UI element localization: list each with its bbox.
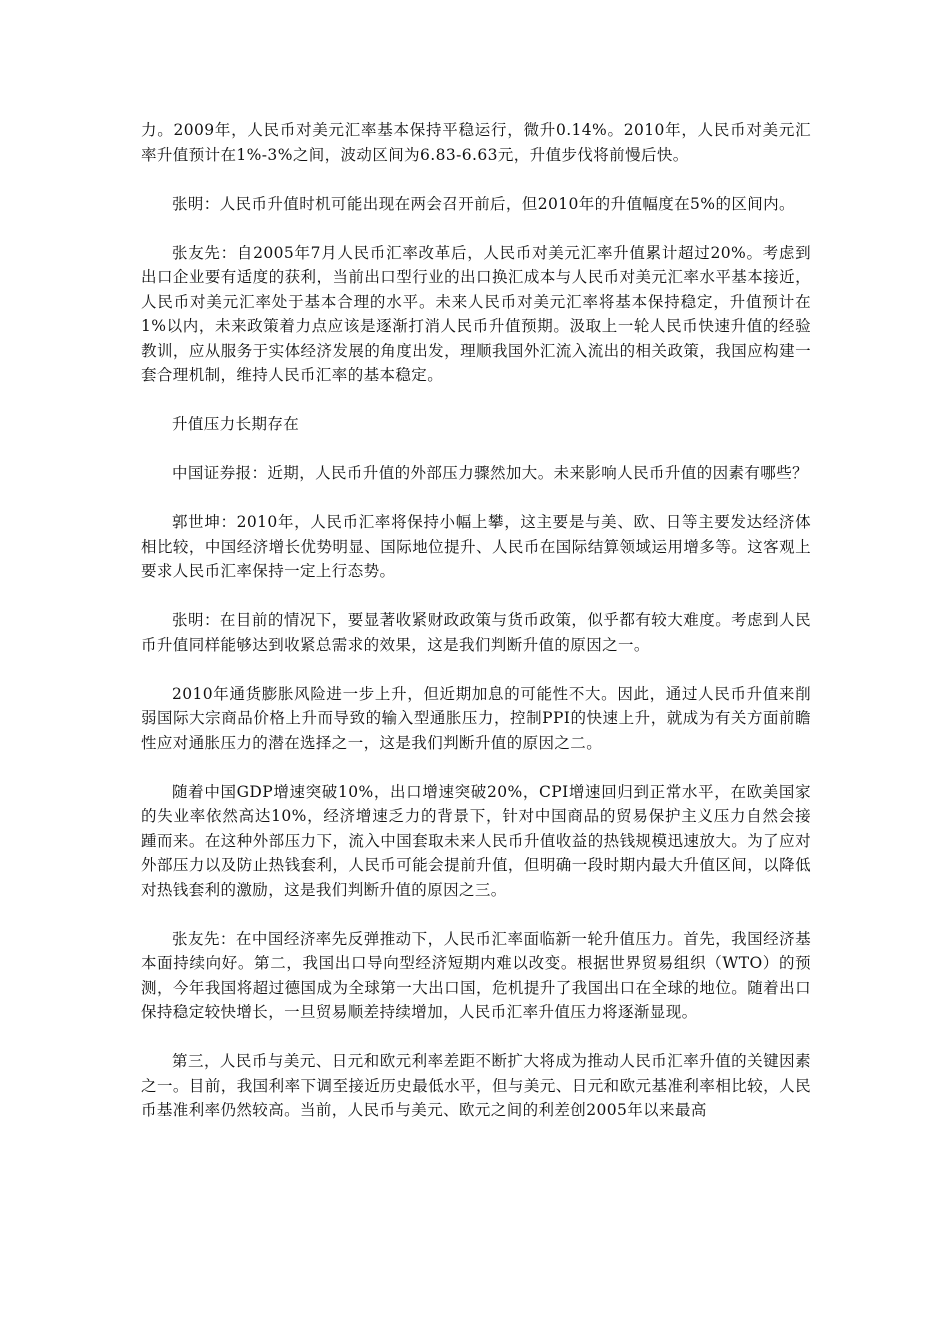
paragraph-6: 郭世坤：2010年，人民币汇率将保持小幅上攀，这主要是与美、欧、日等主要发达经济体相比较，中国经济增长优势明显、国际地位提升、人民币在国际结算领域运用增多等。这客观上要求人民币汇率保持一定上行态势。 xyxy=(141,513,811,580)
paragraph-7: 张明：在目前的情况下，要显著收紧财政政策与货币政策，似乎都有较大难度。考虑到人民币升值同样能够达到收紧总需求的效果，这是我们判断升值的原因之一。 xyxy=(141,611,811,654)
paragraph-question: 中国证券报：近期，人民币升值的外部压力骤然加大。未来影响人民币升值的因素有哪些？ xyxy=(172,464,809,482)
paragraph-1: 力。2009年，人民币对美元汇率基本保持平稳运行，微升0.14%。2010年，人民币对美元汇率升值预计在1%-3%之间，波动区间为6.83-6.63元，升值步伐将前慢后快。 xyxy=(141,121,811,164)
section-heading: 升值压力长期存在 xyxy=(172,415,300,433)
paragraph-9: 随着中国GDP增速突破10%，出口增速突破20%，CPI增速回归到正常水平，在欧美国家的失业率依然高达10%，经济增速乏力的背景下，针对中国商品的贸易保护主义压力自然会接踵而来。在这种外部压力下，流入中国套取未来人民币升值收益的热钱规模迅速放大。为了应对外部压力以及防止热钱套利，人民币可能会提前升值，但明确一段时期内最大升值区间，以降低对热钱套利的激励，这是我们判断升值的原因之三。 xyxy=(141,782,811,899)
paragraph-8: 2010年通货膨胀风险进一步上升，但近期加息的可能性不大。因此，通过人民币升值来削弱国际大宗商品价格上升而导致的输入型通胀压力，控制PPI的快速上升，就成为有关方面前瞻性应对通胀压力的潜在选择之一，这是我们判断升值的原因之二。 xyxy=(141,684,811,752)
paragraph-11: 第三，人民币与美元、日元和欧元利率差距不断扩大将成为推动人民币汇率升值的关键因素之一。目前，我国利率下调至接近历史最低水平，但与美元、日元和欧元基准利率相比较，人民币基准利率仍然较高。当前，人民币与美元、欧元之间的利差创2005年以来最高 xyxy=(141,1052,811,1119)
paragraph-3: 张友先：自2005年7月人民币汇率改革后，人民币对美元汇率升值累计超过20%。考虑到出口企业要有适度的获利，当前出口型行业的出口换汇成本与人民币对美元汇率水平基本接近，人民币对美元汇率处于基本合理的水平。未来人民币对美元汇率将基本保持稳定，升值预计在1%以内，未来政策着力点应该是逐渐打消人民币升值预期。汲取上一轮人民币快速升值的经验教训，应从服务于实体经济发展的角度出发，理顺我国外汇流入流出的相关政策，我国应构建一套合理机制，维持人民币汇率的基本稳定。 xyxy=(141,243,811,384)
paragraph-10: 张友先：在中国经济率先反弹推动下，人民币汇率面临新一轮升值压力。首先，我国经济基本面持续向好。第二，我国出口导向型经济短期内难以改变。根据世界贸易组织（WTO）的预测，今年我国将超过德国成为全球第一大出口国，危机提升了我国出口在全球的地位。随着出口保持稳定较快增长，一旦贸易顺差持续增加，人民币汇率升值压力将逐渐显现。 xyxy=(141,929,811,1021)
article-body xyxy=(141,118,811,1147)
paragraph-2: 张明：人民币升值时机可能出现在两会召开前后，但2010年的升值幅度在5%的区间内。 xyxy=(172,194,795,213)
